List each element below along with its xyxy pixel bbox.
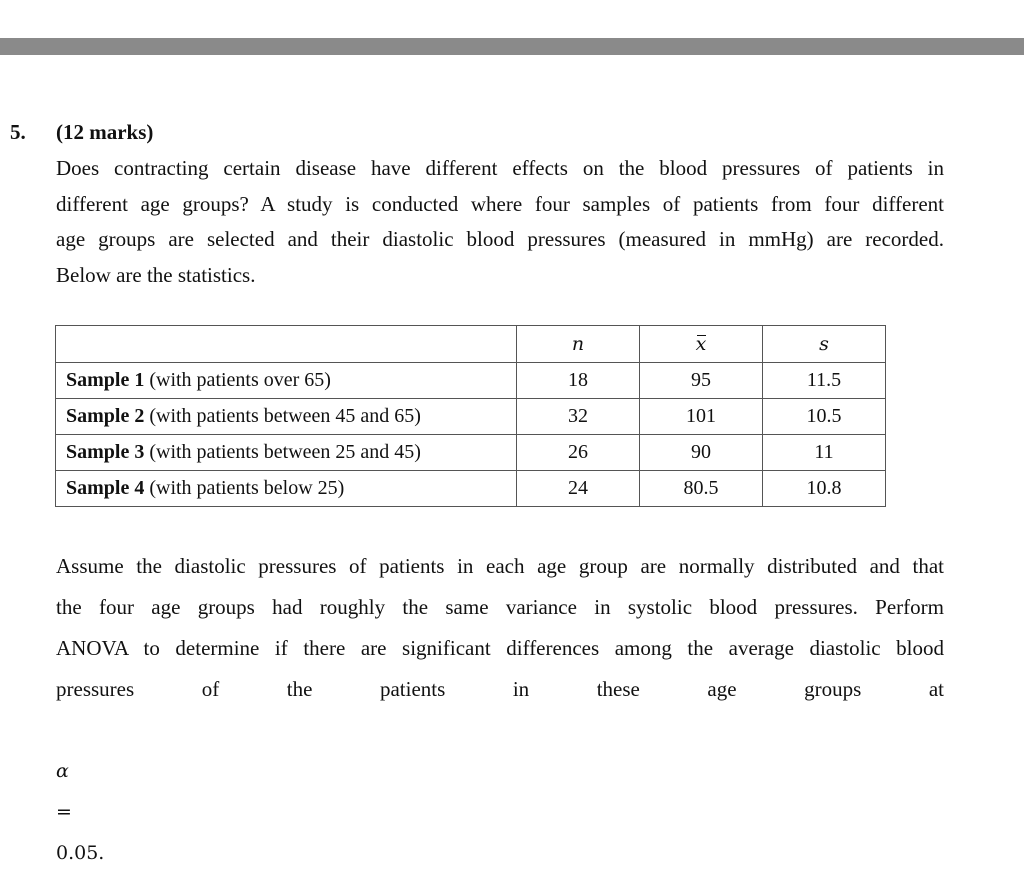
sample-name: Sample 1 xyxy=(66,369,145,391)
question-intro xyxy=(56,151,944,293)
cell-mean: 101 xyxy=(640,399,763,435)
table-row xyxy=(56,399,886,435)
table-header-row xyxy=(56,326,886,363)
cell-s: 11.5 xyxy=(763,363,886,399)
cell-n: 24 xyxy=(517,471,640,507)
header-n: n xyxy=(517,326,640,363)
header-blank-cell xyxy=(56,326,517,363)
cell-n: 18 xyxy=(517,363,640,399)
cell-mean: 90 xyxy=(640,435,763,471)
header-sample-mean xyxy=(640,326,763,363)
sample-label xyxy=(56,399,517,435)
sample-desc: (with patients between 25 and 45) xyxy=(144,441,421,463)
alpha-value: 0.05. xyxy=(56,842,105,864)
sample-desc: (with patients below 25) xyxy=(144,477,345,499)
table-row xyxy=(56,363,886,399)
outro-line: ANOVA to determine if there are significant differences among the average diastolic blood xyxy=(56,636,944,660)
sample-desc: (with patients over 65) xyxy=(144,369,331,391)
sample-name: Sample 2 xyxy=(66,405,145,427)
sample-name: Sample 4 xyxy=(66,477,145,499)
cell-s: 10.8 xyxy=(763,471,886,507)
cell-n: 32 xyxy=(517,399,640,435)
outro-line: the four age groups had roughly the same variance in systolic blood pressures. Perform xyxy=(56,595,944,619)
header-s: s xyxy=(763,326,886,363)
intro-line: Does contracting certain disease have different effects on the blood pressures of patients in xyxy=(56,156,944,180)
cell-mean: 95 xyxy=(640,363,763,399)
outro-line: pressures of the patients in these age groups at xyxy=(56,677,944,701)
intro-line: different age groups? A study is conducted where four samples of patients from four different xyxy=(56,191,944,216)
sample-label xyxy=(56,471,517,507)
table-row xyxy=(56,471,886,507)
intro-line: Below are the statistics. xyxy=(56,262,256,287)
cell-s: 11 xyxy=(763,435,886,471)
cell-n: 26 xyxy=(517,435,640,471)
question-instructions xyxy=(56,546,944,874)
alpha-expression xyxy=(56,751,944,874)
alpha-symbol: α xyxy=(56,760,69,782)
intro-line: age groups are selected and their diastolic blood pressures (measured in mmHg) are recorded. xyxy=(56,227,944,251)
alpha-equals: = xyxy=(56,801,72,823)
cell-s: 10.5 xyxy=(763,399,886,435)
table-row xyxy=(56,435,886,471)
question-marks: (12 marks) xyxy=(56,120,154,144)
statistics-table xyxy=(55,325,886,507)
cell-mean: 80.5 xyxy=(640,471,763,507)
outro-line-final xyxy=(56,669,944,874)
sample-desc: (with patients between 45 and 65) xyxy=(144,405,421,427)
sample-label xyxy=(56,435,517,471)
top-divider-bar xyxy=(0,38,1024,55)
sample-name: Sample 3 xyxy=(66,441,145,463)
question-number: 5. xyxy=(10,120,26,144)
outro-line: Assume the diastolic pressures of patients in each age group are normally distributed and that xyxy=(56,554,944,578)
xbar-symbol: x xyxy=(695,333,707,355)
sample-label xyxy=(56,363,517,399)
